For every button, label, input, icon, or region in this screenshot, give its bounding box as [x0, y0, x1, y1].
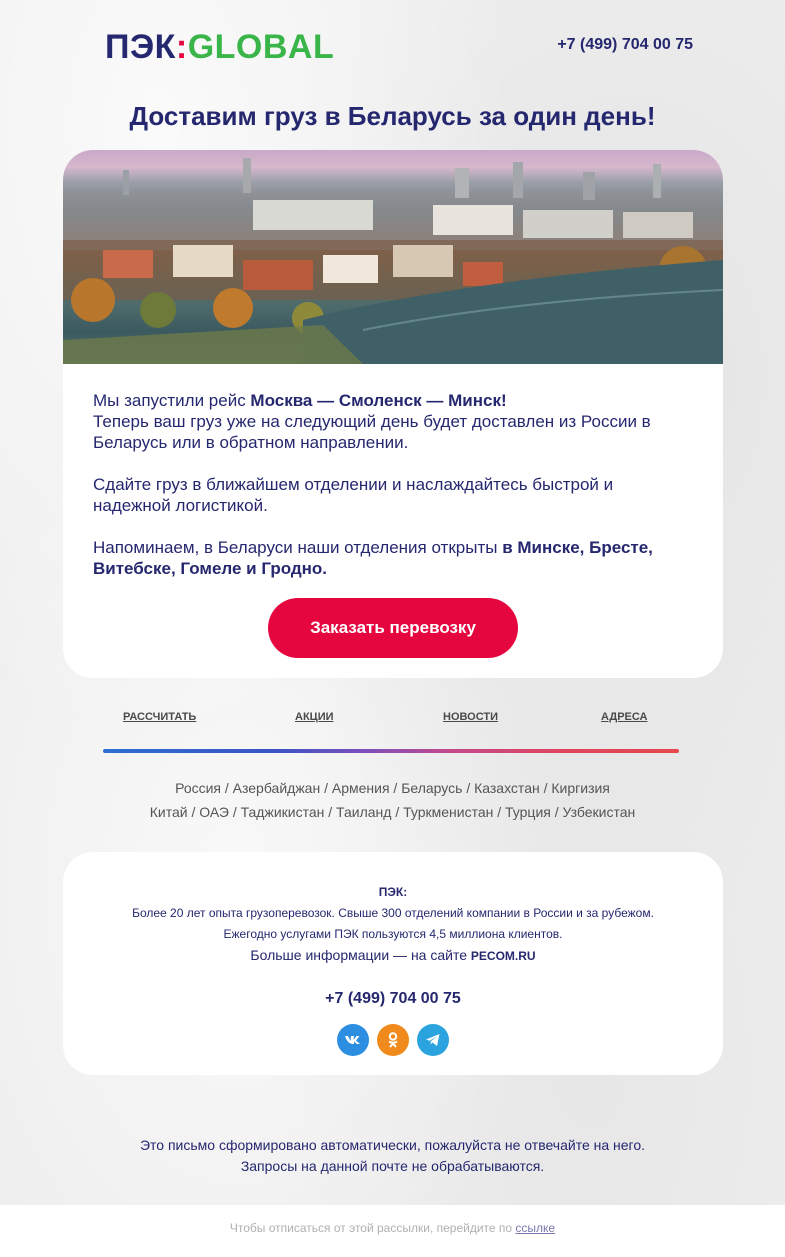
odnoklassniki-icon[interactable]: [377, 1024, 409, 1056]
logo-colon: :: [175, 28, 188, 66]
paragraph-dropoff: Сдайте груз в ближайшем отделении и наслаждайтесь быстрой и надежной логистикой.: [93, 475, 614, 515]
nav-link-calculate[interactable]: РАССЧИТАТЬ: [123, 711, 197, 723]
route-description: Теперь ваш груз уже на следующий день будет доставлен из России в Беларусь или в обратном направлении.: [93, 412, 651, 452]
city-illustration: [63, 150, 723, 364]
logo-text-pek: ПЭК: [105, 28, 176, 66]
nav-link-addresses[interactable]: АДРЕСА: [601, 711, 648, 723]
pecom-site-link[interactable]: PECOM.RU: [470, 949, 536, 963]
footer-phone-link[interactable]: +7 (499) 704 00 75: [325, 990, 461, 1007]
countries-list: [0, 776, 785, 824]
company-info-title: ПЭК:: [378, 885, 408, 899]
auto-generated-note: [0, 1135, 785, 1177]
auto-note-line-1: Это письмо сформировано автоматически, пожалуйста не отвечайте на него.: [139, 1137, 646, 1153]
company-info-line-1: Более 20 лет опыта грузоперевозок. Свыше 300 отделений компании в России и за рубежом.: [132, 906, 654, 920]
paragraph-offices: [93, 537, 693, 579]
auto-note-line-2: Запросы на данной почте не обрабатываются.: [240, 1158, 545, 1174]
more-info-text: Больше информации — на сайте: [250, 947, 471, 963]
unsubscribe-text: Чтобы отписаться от этой рассылки, перейдите по: [229, 1221, 516, 1235]
nav-link-news[interactable]: НОВОСТИ: [443, 711, 499, 723]
minsk-city-photo: [63, 150, 723, 364]
route-intro: Мы запустили рейс: [93, 391, 251, 410]
pek-global-logo[interactable]: [105, 30, 334, 64]
offices-cities: в Минске, Бресте, Витебске, Гомеле и Гродно.: [93, 538, 653, 578]
telegram-icon[interactable]: [417, 1024, 449, 1056]
route-name: Москва — Смоленск — Минск!: [250, 391, 507, 410]
logo-text-global: GLOBAL: [187, 28, 335, 66]
order-shipping-button[interactable]: Заказать перевозку: [268, 598, 518, 658]
main-card: [63, 150, 723, 678]
social-links: [337, 1024, 449, 1056]
countries-line-2: Китай / ОАЭ / Таджикистан / Таиланд / Туркменистан / Турция / Узбекистан: [149, 804, 636, 820]
header-phone-link[interactable]: +7 (499) 704 00 75: [557, 36, 693, 53]
unsubscribe-link[interactable]: ссылке: [515, 1221, 556, 1235]
main-body-text: [93, 390, 693, 600]
company-info-card: [63, 852, 723, 1075]
vk-icon[interactable]: [337, 1024, 369, 1056]
countries-line-1: Россия / Азербайджан / Армения / Беларусь / Казахстан / Киргизия: [175, 780, 610, 796]
paragraph-route: [93, 390, 693, 453]
offices-intro: Напоминаем, в Беларуси наши отделения открыты: [93, 538, 503, 557]
footer-nav: [0, 711, 785, 727]
unsubscribe-bar: [0, 1205, 785, 1257]
email-header: [0, 0, 785, 95]
company-info-line-2: Ежегодно услугами ПЭК пользуются 4,5 миллиона клиентов.: [223, 927, 563, 941]
gradient-divider: [103, 749, 679, 753]
more-info: [63, 947, 723, 963]
page-headline: Доставим груз в Беларусь за один день!: [129, 101, 656, 131]
nav-link-promotions[interactable]: АКЦИИ: [295, 711, 334, 723]
